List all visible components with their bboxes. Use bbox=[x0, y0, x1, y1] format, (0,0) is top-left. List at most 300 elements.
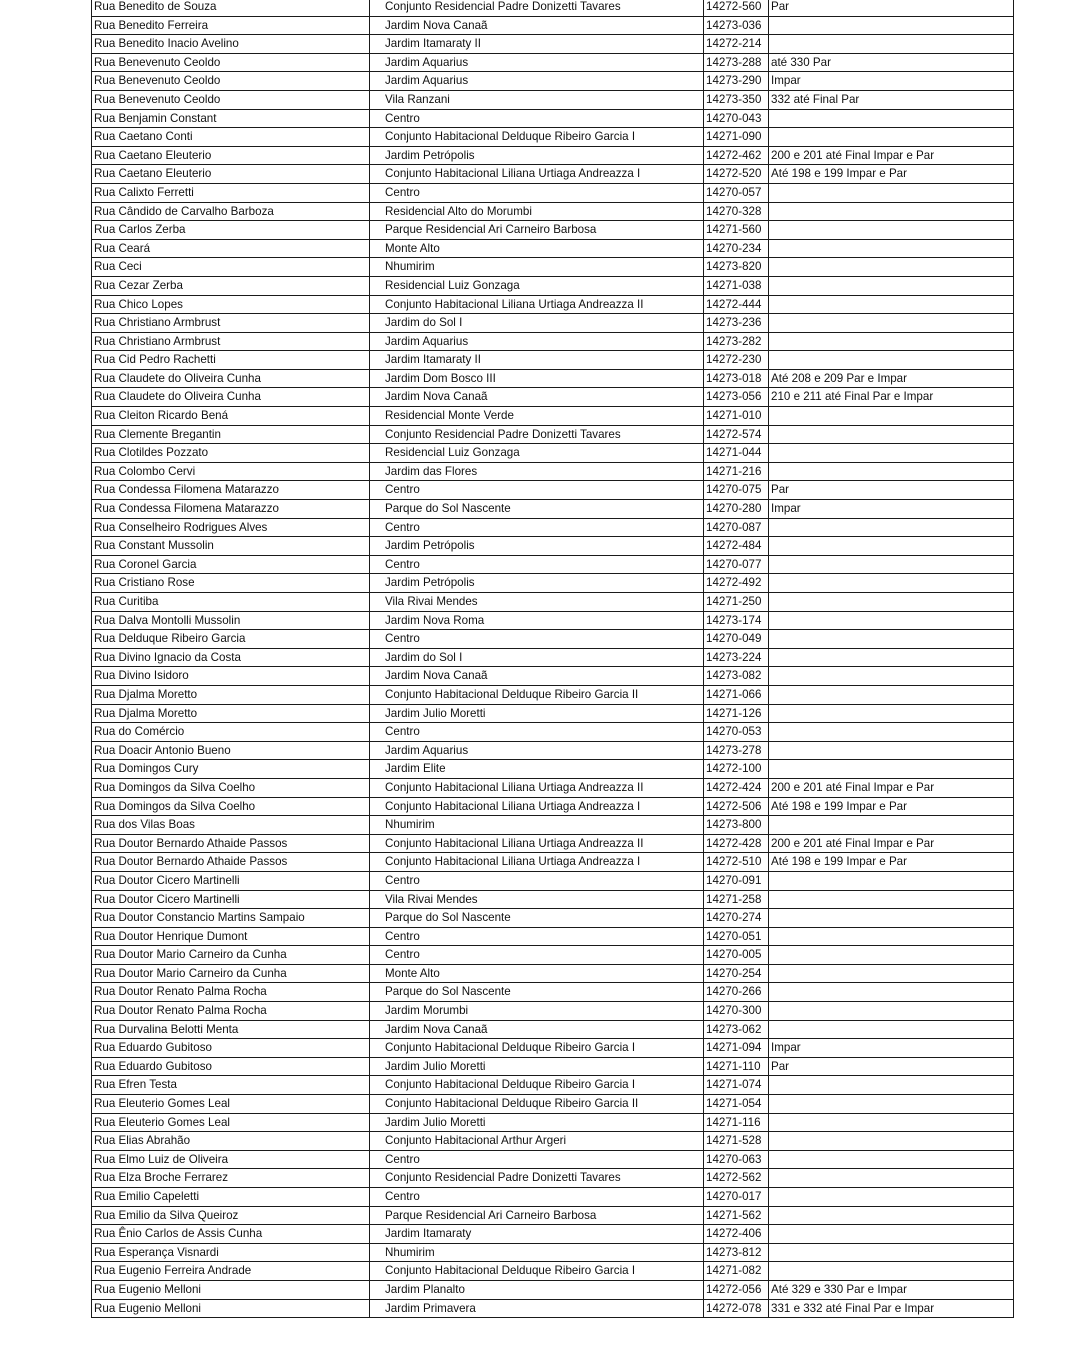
table-row bbox=[92, 221, 1014, 240]
note-cell: Impar bbox=[769, 1039, 1014, 1058]
table-row bbox=[92, 351, 1014, 370]
note-cell bbox=[769, 1225, 1014, 1244]
street-cell: Rua Claudete do Oliveira Cunha bbox=[92, 388, 370, 407]
cep-cell: 14273-820 bbox=[704, 258, 769, 277]
cep-cell: 14271-258 bbox=[704, 890, 769, 909]
table-row bbox=[92, 983, 1014, 1002]
neighborhood-cell: Jardim Julio Moretti bbox=[370, 1057, 704, 1076]
table-row bbox=[92, 760, 1014, 779]
note-cell bbox=[769, 295, 1014, 314]
street-cell: Rua Djalma Moretto bbox=[92, 685, 370, 704]
neighborhood-cell: Jardim Aquarius bbox=[370, 72, 704, 91]
cep-cell: 14273-278 bbox=[704, 741, 769, 760]
note-cell bbox=[769, 1188, 1014, 1207]
street-cell: Rua Eugenio Ferreira Andrade bbox=[92, 1262, 370, 1281]
table-row bbox=[92, 35, 1014, 54]
neighborhood-cell: Jardim Aquarius bbox=[370, 741, 704, 760]
table-row bbox=[92, 314, 1014, 333]
note-cell bbox=[769, 909, 1014, 928]
cep-cell: 14273-800 bbox=[704, 816, 769, 835]
table-row bbox=[92, 202, 1014, 221]
street-cell: Rua Cezar Zerba bbox=[92, 276, 370, 295]
street-cell: Rua Doutor Bernardo Athaide Passos bbox=[92, 853, 370, 872]
table-row bbox=[92, 1299, 1014, 1318]
note-cell bbox=[769, 258, 1014, 277]
street-cell: Rua Domingos da Silva Coelho bbox=[92, 778, 370, 797]
note-cell bbox=[769, 351, 1014, 370]
cep-cell: 14272-510 bbox=[704, 853, 769, 872]
street-cell: Rua Esperança Visnardi bbox=[92, 1243, 370, 1262]
street-cell: Rua Doutor Henrique Dumont bbox=[92, 927, 370, 946]
cep-cell: 14270-063 bbox=[704, 1150, 769, 1169]
street-cell: Rua Doutor Cicero Martinelli bbox=[92, 890, 370, 909]
table-row bbox=[92, 16, 1014, 35]
table-row bbox=[92, 927, 1014, 946]
note-cell bbox=[769, 1243, 1014, 1262]
cep-cell: 14271-126 bbox=[704, 704, 769, 723]
cep-cell: 14273-288 bbox=[704, 53, 769, 72]
street-cell: Rua Doutor Bernardo Athaide Passos bbox=[92, 834, 370, 853]
neighborhood-cell: Parque Residencial Ari Carneiro Barbosa bbox=[370, 1206, 704, 1225]
street-cell: Rua Emilio da Silva Queiroz bbox=[92, 1206, 370, 1225]
neighborhood-cell: Jardim Aquarius bbox=[370, 332, 704, 351]
note-cell bbox=[769, 35, 1014, 54]
table-row bbox=[92, 741, 1014, 760]
note-cell bbox=[769, 871, 1014, 890]
neighborhood-cell: Conjunto Habitacional Delduque Ribeiro Garcia I bbox=[370, 1262, 704, 1281]
cep-cell: 14273-282 bbox=[704, 332, 769, 351]
cep-cell: 14272-574 bbox=[704, 425, 769, 444]
cep-cell: 14272-462 bbox=[704, 146, 769, 165]
note-cell bbox=[769, 537, 1014, 556]
neighborhood-cell: Centro bbox=[370, 555, 704, 574]
neighborhood-cell: Jardim Julio Moretti bbox=[370, 1113, 704, 1132]
neighborhood-cell: Vila Ranzani bbox=[370, 90, 704, 109]
street-cell: Rua Eduardo Gubitoso bbox=[92, 1057, 370, 1076]
cep-cell: 14271-216 bbox=[704, 462, 769, 481]
neighborhood-cell: Nhumirim bbox=[370, 816, 704, 835]
cep-cell: 14272-056 bbox=[704, 1280, 769, 1299]
table-row bbox=[92, 332, 1014, 351]
cep-cell: 14270-049 bbox=[704, 630, 769, 649]
note-cell bbox=[769, 462, 1014, 481]
neighborhood-cell: Conjunto Habitacional Delduque Ribeiro Garcia I bbox=[370, 128, 704, 147]
note-cell bbox=[769, 314, 1014, 333]
neighborhood-cell: Conjunto Habitacional Liliana Urtiaga Andreazza II bbox=[370, 834, 704, 853]
table-row bbox=[92, 276, 1014, 295]
neighborhood-cell: Conjunto Habitacional Delduque Ribeiro Garcia II bbox=[370, 685, 704, 704]
note-cell bbox=[769, 444, 1014, 463]
cep-cell: 14270-087 bbox=[704, 518, 769, 537]
note-cell bbox=[769, 574, 1014, 593]
cep-cell: 14271-250 bbox=[704, 593, 769, 612]
neighborhood-cell: Jardim Nova Roma bbox=[370, 611, 704, 630]
note-cell bbox=[769, 239, 1014, 258]
cep-cell: 14272-406 bbox=[704, 1225, 769, 1244]
neighborhood-cell: Parque do Sol Nascente bbox=[370, 983, 704, 1002]
cep-cell: 14270-280 bbox=[704, 500, 769, 519]
cep-cell: 14272-428 bbox=[704, 834, 769, 853]
neighborhood-cell: Conjunto Habitacional Liliana Urtiaga Andreazza II bbox=[370, 295, 704, 314]
table-row bbox=[92, 53, 1014, 72]
neighborhood-cell: Conjunto Habitacional Liliana Urtiaga Andreazza I bbox=[370, 165, 704, 184]
table-row bbox=[92, 778, 1014, 797]
street-cell: Rua do Comércio bbox=[92, 723, 370, 742]
neighborhood-cell: Centro bbox=[370, 109, 704, 128]
cep-cell: 14273-036 bbox=[704, 16, 769, 35]
street-cell: Rua Elmo Luiz de Oliveira bbox=[92, 1150, 370, 1169]
cep-cell: 14273-056 bbox=[704, 388, 769, 407]
cep-cell: 14271-054 bbox=[704, 1095, 769, 1114]
note-cell bbox=[769, 183, 1014, 202]
street-cell: Rua Caetano Conti bbox=[92, 128, 370, 147]
note-cell: 200 e 201 até Final Impar e Par bbox=[769, 834, 1014, 853]
note-cell bbox=[769, 890, 1014, 909]
note-cell bbox=[769, 927, 1014, 946]
table-row bbox=[92, 90, 1014, 109]
street-cell: Rua Doutor Renato Palma Rocha bbox=[92, 983, 370, 1002]
neighborhood-cell: Jardim do Sol I bbox=[370, 314, 704, 333]
street-cell: Rua Condessa Filomena Matarazzo bbox=[92, 481, 370, 500]
cep-cell: 14270-077 bbox=[704, 555, 769, 574]
street-cell: Rua Doutor Constancio Martins Sampaio bbox=[92, 909, 370, 928]
street-cell: Rua Cristiano Rose bbox=[92, 574, 370, 593]
table-row bbox=[92, 295, 1014, 314]
neighborhood-cell: Jardim Itamaraty II bbox=[370, 351, 704, 370]
neighborhood-cell: Conjunto Habitacional Liliana Urtiaga Andreazza I bbox=[370, 797, 704, 816]
note-cell bbox=[769, 611, 1014, 630]
neighborhood-cell: Conjunto Habitacional Delduque Ribeiro Garcia I bbox=[370, 1076, 704, 1095]
cep-cell: 14273-224 bbox=[704, 648, 769, 667]
cep-cell: 14270-266 bbox=[704, 983, 769, 1002]
cep-cell: 14272-214 bbox=[704, 35, 769, 54]
note-cell bbox=[769, 555, 1014, 574]
cep-cell: 14270-051 bbox=[704, 927, 769, 946]
table-row bbox=[92, 481, 1014, 500]
neighborhood-cell: Jardim Petrópolis bbox=[370, 146, 704, 165]
note-cell: Até 198 e 199 Impar e Par bbox=[769, 797, 1014, 816]
note-cell bbox=[769, 593, 1014, 612]
cep-cell: 14272-506 bbox=[704, 797, 769, 816]
note-cell: Até 198 e 199 Impar e Par bbox=[769, 165, 1014, 184]
table-row bbox=[92, 593, 1014, 612]
note-cell bbox=[769, 946, 1014, 965]
street-cell: Rua Efren Testa bbox=[92, 1076, 370, 1095]
table-row bbox=[92, 72, 1014, 91]
note-cell bbox=[769, 667, 1014, 686]
neighborhood-cell: Jardim Julio Moretti bbox=[370, 704, 704, 723]
note-cell bbox=[769, 1020, 1014, 1039]
street-cell: Rua Doutor Mario Carneiro da Cunha bbox=[92, 946, 370, 965]
note-cell bbox=[769, 964, 1014, 983]
note-cell: Par bbox=[769, 1057, 1014, 1076]
neighborhood-cell: Parque do Sol Nascente bbox=[370, 500, 704, 519]
cep-cell: 14270-274 bbox=[704, 909, 769, 928]
street-cell: Rua Curitiba bbox=[92, 593, 370, 612]
neighborhood-cell: Jardim do Sol I bbox=[370, 648, 704, 667]
neighborhood-cell: Conjunto Habitacional Arthur Argeri bbox=[370, 1132, 704, 1151]
table-row bbox=[92, 1169, 1014, 1188]
neighborhood-cell: Conjunto Habitacional Delduque Ribeiro Garcia I bbox=[370, 1039, 704, 1058]
table-row bbox=[92, 1280, 1014, 1299]
neighborhood-cell: Centro bbox=[370, 946, 704, 965]
cep-cell: 14271-044 bbox=[704, 444, 769, 463]
note-cell: Impar bbox=[769, 500, 1014, 519]
street-cep-table bbox=[91, 0, 1014, 1318]
note-cell bbox=[769, 128, 1014, 147]
cep-cell: 14273-082 bbox=[704, 667, 769, 686]
table-row bbox=[92, 500, 1014, 519]
note-cell bbox=[769, 221, 1014, 240]
neighborhood-cell: Centro bbox=[370, 630, 704, 649]
table-row bbox=[92, 1020, 1014, 1039]
note-cell: Até 329 e 330 Par e Impar bbox=[769, 1280, 1014, 1299]
neighborhood-cell: Residencial Monte Verde bbox=[370, 407, 704, 426]
note-cell: 332 até Final Par bbox=[769, 90, 1014, 109]
note-cell bbox=[769, 685, 1014, 704]
street-cell: Rua Elza Broche Ferrarez bbox=[92, 1169, 370, 1188]
table-row bbox=[92, 1132, 1014, 1151]
cep-cell: 14272-230 bbox=[704, 351, 769, 370]
table-row bbox=[92, 723, 1014, 742]
note-cell bbox=[769, 816, 1014, 835]
cep-cell: 14270-300 bbox=[704, 1002, 769, 1021]
cep-cell: 14272-424 bbox=[704, 778, 769, 797]
table-row bbox=[92, 909, 1014, 928]
note-cell: Impar bbox=[769, 72, 1014, 91]
street-cell: Rua Benevenuto Ceoldo bbox=[92, 72, 370, 91]
note-cell: 210 e 211 até Final Par e Impar bbox=[769, 388, 1014, 407]
cep-cell: 14271-560 bbox=[704, 221, 769, 240]
street-cell: Rua Benedito de Souza bbox=[92, 0, 370, 16]
table-row bbox=[92, 685, 1014, 704]
table-row bbox=[92, 834, 1014, 853]
table-row bbox=[92, 1039, 1014, 1058]
cep-cell: 14270-091 bbox=[704, 871, 769, 890]
street-cell: Rua Clotildes Pozzato bbox=[92, 444, 370, 463]
note-cell bbox=[769, 704, 1014, 723]
street-cell: Rua Conselheiro Rodrigues Alves bbox=[92, 518, 370, 537]
table-row bbox=[92, 611, 1014, 630]
street-cell: Rua Christiano Armbrust bbox=[92, 332, 370, 351]
neighborhood-cell: Residencial Alto do Morumbi bbox=[370, 202, 704, 221]
table-row bbox=[92, 797, 1014, 816]
street-cell: Rua Eleuterio Gomes Leal bbox=[92, 1095, 370, 1114]
note-cell bbox=[769, 109, 1014, 128]
cep-cell: 14271-074 bbox=[704, 1076, 769, 1095]
neighborhood-cell: Centro bbox=[370, 183, 704, 202]
table-row bbox=[92, 109, 1014, 128]
street-cell: Rua Ênio Carlos de Assis Cunha bbox=[92, 1225, 370, 1244]
street-cell: Rua Elias Abrahão bbox=[92, 1132, 370, 1151]
table-row bbox=[92, 1095, 1014, 1114]
street-cell: Rua Caetano Eleuterio bbox=[92, 165, 370, 184]
street-cell: Rua Clemente Bregantin bbox=[92, 425, 370, 444]
street-cell: Rua Eduardo Gubitoso bbox=[92, 1039, 370, 1058]
table-row bbox=[92, 239, 1014, 258]
neighborhood-cell: Conjunto Habitacional Delduque Ribeiro Garcia II bbox=[370, 1095, 704, 1114]
street-cell: Rua dos Vilas Boas bbox=[92, 816, 370, 835]
table-row bbox=[92, 964, 1014, 983]
neighborhood-cell: Jardim Nova Canaã bbox=[370, 1020, 704, 1039]
table-row bbox=[92, 1262, 1014, 1281]
street-cell: Rua Cid Pedro Rachetti bbox=[92, 351, 370, 370]
note-cell bbox=[769, 1095, 1014, 1114]
neighborhood-cell: Jardim Elite bbox=[370, 760, 704, 779]
table-row bbox=[92, 518, 1014, 537]
cep-cell: 14273-062 bbox=[704, 1020, 769, 1039]
street-cell: Rua Constant Mussolin bbox=[92, 537, 370, 556]
cep-cell: 14271-528 bbox=[704, 1132, 769, 1151]
note-cell bbox=[769, 1169, 1014, 1188]
table-row bbox=[92, 444, 1014, 463]
table-row bbox=[92, 574, 1014, 593]
table-row bbox=[92, 816, 1014, 835]
table-row bbox=[92, 946, 1014, 965]
note-cell bbox=[769, 1262, 1014, 1281]
neighborhood-cell: Jardim Planalto bbox=[370, 1280, 704, 1299]
note-cell bbox=[769, 630, 1014, 649]
table-row bbox=[92, 871, 1014, 890]
cep-cell: 14273-290 bbox=[704, 72, 769, 91]
table-row bbox=[92, 425, 1014, 444]
neighborhood-cell: Parque Residencial Ari Carneiro Barbosa bbox=[370, 221, 704, 240]
note-cell bbox=[769, 425, 1014, 444]
cep-cell: 14273-236 bbox=[704, 314, 769, 333]
note-cell bbox=[769, 648, 1014, 667]
cep-cell: 14271-110 bbox=[704, 1057, 769, 1076]
table-row bbox=[92, 1188, 1014, 1207]
table-row bbox=[92, 388, 1014, 407]
street-cell: Rua Chico Lopes bbox=[92, 295, 370, 314]
cep-cell: 14270-075 bbox=[704, 481, 769, 500]
street-cell: Rua Eleuterio Gomes Leal bbox=[92, 1113, 370, 1132]
cep-cell: 14272-560 bbox=[704, 0, 769, 16]
neighborhood-cell: Jardim Petrópolis bbox=[370, 537, 704, 556]
street-cell: Rua Benevenuto Ceoldo bbox=[92, 90, 370, 109]
table-row bbox=[92, 0, 1014, 16]
cep-cell: 14270-053 bbox=[704, 723, 769, 742]
neighborhood-cell: Conjunto Habitacional Liliana Urtiaga Andreazza I bbox=[370, 853, 704, 872]
cep-cell: 14272-100 bbox=[704, 760, 769, 779]
street-cell: Rua Dalva Montolli Mussolin bbox=[92, 611, 370, 630]
street-cell: Rua Claudete do Oliveira Cunha bbox=[92, 369, 370, 388]
street-cell: Rua Benedito Ferreira bbox=[92, 16, 370, 35]
cep-cell: 14273-174 bbox=[704, 611, 769, 630]
table-row bbox=[92, 648, 1014, 667]
table-row bbox=[92, 1243, 1014, 1262]
neighborhood-cell: Conjunto Residencial Padre Donizetti Tavares bbox=[370, 1169, 704, 1188]
table-row bbox=[92, 146, 1014, 165]
table-row bbox=[92, 258, 1014, 277]
table-row bbox=[92, 1076, 1014, 1095]
table-row bbox=[92, 1002, 1014, 1021]
note-cell bbox=[769, 983, 1014, 1002]
cep-cell: 14271-066 bbox=[704, 685, 769, 704]
neighborhood-cell: Jardim Primavera bbox=[370, 1299, 704, 1318]
note-cell: 200 e 201 até Final Impar e Par bbox=[769, 146, 1014, 165]
street-cell: Rua Ceci bbox=[92, 258, 370, 277]
neighborhood-cell: Vila Rivai Mendes bbox=[370, 593, 704, 612]
note-cell: Até 198 e 199 Impar e Par bbox=[769, 853, 1014, 872]
street-cell: Rua Benedito Inacio Avelino bbox=[92, 35, 370, 54]
neighborhood-cell: Monte Alto bbox=[370, 964, 704, 983]
note-cell bbox=[769, 741, 1014, 760]
note-cell bbox=[769, 1132, 1014, 1151]
note-cell: Até 208 e 209 Par e Impar bbox=[769, 369, 1014, 388]
note-cell bbox=[769, 407, 1014, 426]
neighborhood-cell: Conjunto Residencial Padre Donizetti Tavares bbox=[370, 425, 704, 444]
neighborhood-cell: Centro bbox=[370, 927, 704, 946]
note-cell bbox=[769, 1113, 1014, 1132]
neighborhood-cell: Centro bbox=[370, 723, 704, 742]
cep-cell: 14271-090 bbox=[704, 128, 769, 147]
neighborhood-cell: Jardim Itamaraty II bbox=[370, 35, 704, 54]
cep-cell: 14271-082 bbox=[704, 1262, 769, 1281]
street-cell: Rua Emilio Capeletti bbox=[92, 1188, 370, 1207]
cep-cell: 14271-038 bbox=[704, 276, 769, 295]
cep-cell: 14272-484 bbox=[704, 537, 769, 556]
note-cell: até 330 Par bbox=[769, 53, 1014, 72]
street-cell: Rua Doutor Mario Carneiro da Cunha bbox=[92, 964, 370, 983]
neighborhood-cell: Jardim das Flores bbox=[370, 462, 704, 481]
cep-cell: 14270-017 bbox=[704, 1188, 769, 1207]
neighborhood-cell: Jardim Morumbi bbox=[370, 1002, 704, 1021]
table-row bbox=[92, 128, 1014, 147]
neighborhood-cell: Parque do Sol Nascente bbox=[370, 909, 704, 928]
neighborhood-cell: Centro bbox=[370, 871, 704, 890]
neighborhood-cell: Vila Rivai Mendes bbox=[370, 890, 704, 909]
table-row bbox=[92, 555, 1014, 574]
table-row bbox=[92, 1113, 1014, 1132]
street-cell: Rua Eugenio Melloni bbox=[92, 1280, 370, 1299]
note-cell bbox=[769, 1206, 1014, 1225]
street-cell: Rua Durvalina Belotti Menta bbox=[92, 1020, 370, 1039]
neighborhood-cell: Monte Alto bbox=[370, 239, 704, 258]
cep-cell: 14270-234 bbox=[704, 239, 769, 258]
street-cell: Rua Delduque Ribeiro Garcia bbox=[92, 630, 370, 649]
neighborhood-cell: Residencial Luiz Gonzaga bbox=[370, 276, 704, 295]
street-cell: Rua Ceará bbox=[92, 239, 370, 258]
neighborhood-cell: Centro bbox=[370, 481, 704, 500]
street-cell: Rua Calixto Ferretti bbox=[92, 183, 370, 202]
table-row bbox=[92, 1225, 1014, 1244]
cep-cell: 14273-018 bbox=[704, 369, 769, 388]
table-row bbox=[92, 1150, 1014, 1169]
street-cell: Rua Divino Ignacio da Costa bbox=[92, 648, 370, 667]
neighborhood-cell: Nhumirim bbox=[370, 1243, 704, 1262]
note-cell bbox=[769, 723, 1014, 742]
street-cell: Rua Doutor Renato Palma Rocha bbox=[92, 1002, 370, 1021]
note-cell bbox=[769, 16, 1014, 35]
street-cell: Rua Djalma Moretto bbox=[92, 704, 370, 723]
table-row bbox=[92, 667, 1014, 686]
cep-cell: 14270-057 bbox=[704, 183, 769, 202]
neighborhood-cell: Jardim Nova Canaã bbox=[370, 667, 704, 686]
neighborhood-cell: Centro bbox=[370, 1188, 704, 1207]
street-cell: Rua Benjamin Constant bbox=[92, 109, 370, 128]
table-row bbox=[92, 537, 1014, 556]
cep-cell: 14270-043 bbox=[704, 109, 769, 128]
note-cell: 200 e 201 até Final Impar e Par bbox=[769, 778, 1014, 797]
cep-cell: 14272-492 bbox=[704, 574, 769, 593]
note-cell bbox=[769, 518, 1014, 537]
cep-cell: 14271-094 bbox=[704, 1039, 769, 1058]
neighborhood-cell: Centro bbox=[370, 1150, 704, 1169]
note-cell: 331 e 332 até Final Par e Impar bbox=[769, 1299, 1014, 1318]
note-cell bbox=[769, 202, 1014, 221]
note-cell bbox=[769, 332, 1014, 351]
